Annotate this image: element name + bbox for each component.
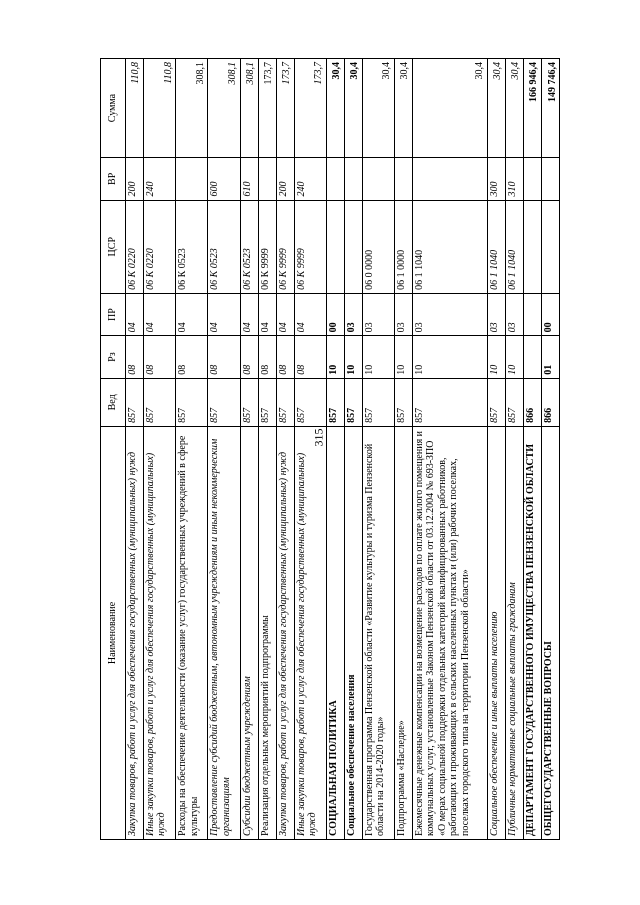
cell-pr: 04	[126, 293, 144, 335]
cell-rz: 08	[240, 336, 258, 378]
cell-ved: 857	[487, 378, 505, 426]
cell-rz: 08	[126, 336, 144, 378]
budget-table-container	[100, 58, 560, 840]
cell-name: Расходы на обеспечение деятельности (оказание услуг) государственных учреждений в сфере культуры	[176, 426, 208, 839]
cell-pr: 04	[143, 293, 175, 335]
header-sum: Сумма	[101, 59, 126, 158]
table-header-row	[101, 59, 126, 840]
cell-pr: 03	[344, 293, 362, 335]
cell-ved: 857	[208, 378, 240, 426]
table-row	[208, 59, 240, 840]
cell-ved: 857	[258, 378, 276, 426]
cell-ved: 857	[143, 378, 175, 426]
cell-sum: 110,8	[143, 59, 175, 158]
cell-vr	[326, 158, 344, 200]
cell-rz: 10	[326, 336, 344, 378]
cell-rz: 08	[258, 336, 276, 378]
cell-name: Закупка товаров, работ и услуг для обеспечения государственных (муниципальных) нужд	[126, 426, 144, 839]
cell-ved: 857	[276, 378, 294, 426]
cell-csr	[326, 200, 344, 293]
cell-name: Социальное обеспечение населения	[344, 426, 362, 839]
cell-pr: 04	[240, 293, 258, 335]
cell-sum: 30,4	[412, 59, 487, 158]
table-row	[294, 59, 326, 840]
table-row	[412, 59, 487, 840]
cell-sum: 30,4	[394, 59, 412, 158]
header-vr: ВР	[101, 158, 126, 200]
cell-csr: 06 К 0523	[240, 200, 258, 293]
cell-ved: 866	[541, 378, 559, 426]
cell-rz: 08	[276, 336, 294, 378]
cell-vr	[541, 158, 559, 200]
header-pr: ПР	[101, 293, 126, 335]
cell-rz: 01	[541, 336, 559, 378]
cell-name: Реализация отдельных мероприятий подпрограммы	[258, 426, 276, 839]
cell-pr: 00	[541, 293, 559, 335]
cell-name: Иные закупки товаров, работ и услуг для обеспечения государственных (муниципальных) нужд	[294, 426, 326, 839]
cell-rz: 10	[394, 336, 412, 378]
cell-rz: 10	[487, 336, 505, 378]
cell-sum: 149 746,4	[541, 59, 559, 158]
cell-csr	[523, 200, 541, 293]
cell-ved: 857	[344, 378, 362, 426]
cell-sum: 173,7	[258, 59, 276, 158]
cell-csr: 06 1 0000	[394, 200, 412, 293]
cell-pr: 04	[258, 293, 276, 335]
cell-name: Социальное обеспечение и иные выплаты населению	[487, 426, 505, 839]
budget-table	[100, 58, 560, 840]
cell-vr: 300	[487, 158, 505, 200]
cell-pr: 03	[362, 293, 394, 335]
table-row	[541, 59, 559, 840]
cell-sum: 173,7	[276, 59, 294, 158]
cell-sum: 30,4	[344, 59, 362, 158]
cell-name: Субсидии бюджетным учреждениям	[240, 426, 258, 839]
cell-ved: 857	[240, 378, 258, 426]
table-row	[362, 59, 394, 840]
table-row	[240, 59, 258, 840]
table-row	[344, 59, 362, 840]
cell-rz: 08	[143, 336, 175, 378]
cell-name: СОЦИАЛЬНАЯ ПОЛИТИКА	[326, 426, 344, 839]
cell-pr: 04	[176, 293, 208, 335]
cell-ved: 857	[394, 378, 412, 426]
cell-sum: 308,1	[176, 59, 208, 158]
cell-csr	[344, 200, 362, 293]
cell-ved: 857	[412, 378, 487, 426]
cell-name: Иные закупки товаров, работ и услуг для обеспечения государственных (муниципальных) нужд	[143, 426, 175, 839]
cell-vr: 240	[143, 158, 175, 200]
cell-name: Предоставление субсидий бюджетным, автономным учреждениям и иным некоммерческим организациям	[208, 426, 240, 839]
cell-rz: 08	[294, 336, 326, 378]
cell-name: Закупка товаров, работ и услуг для обеспечения государственных (муниципальных) нужд	[276, 426, 294, 839]
cell-csr: 06 1 1040	[412, 200, 487, 293]
cell-vr: 610	[240, 158, 258, 200]
cell-sum: 308,1	[208, 59, 240, 158]
cell-sum: 110,8	[126, 59, 144, 158]
cell-vr	[412, 158, 487, 200]
cell-vr	[176, 158, 208, 200]
cell-pr: 00	[326, 293, 344, 335]
table-row	[326, 59, 344, 840]
cell-sum: 30,4	[326, 59, 344, 158]
table-row	[505, 59, 523, 840]
header-name: Наименование	[101, 426, 126, 839]
cell-csr: 06 1 1040	[505, 200, 523, 293]
table-row	[258, 59, 276, 840]
cell-name: ОБЩЕГОСУДАРСТВЕННЫЕ ВОПРОСЫ	[541, 426, 559, 839]
cell-sum: 173,7	[294, 59, 326, 158]
header-ved: Вед	[101, 378, 126, 426]
table-row	[523, 59, 541, 840]
cell-pr: 03	[487, 293, 505, 335]
cell-pr: 03	[505, 293, 523, 335]
cell-rz: 10	[505, 336, 523, 378]
cell-rz: 10	[362, 336, 394, 378]
table-row	[276, 59, 294, 840]
header-csr: ЦСР	[101, 200, 126, 293]
cell-ved: 857	[362, 378, 394, 426]
table-row	[126, 59, 144, 840]
cell-vr: 600	[208, 158, 240, 200]
cell-vr: 200	[276, 158, 294, 200]
cell-pr: 04	[208, 293, 240, 335]
cell-csr: 06 К 9999	[258, 200, 276, 293]
cell-csr: 06 0 0000	[362, 200, 394, 293]
table-row	[394, 59, 412, 840]
cell-csr: 06 К 9999	[294, 200, 326, 293]
table-row	[176, 59, 208, 840]
cell-csr: 06 К 0220	[126, 200, 144, 293]
cell-pr: 04	[294, 293, 326, 335]
cell-csr	[541, 200, 559, 293]
cell-ved: 857	[326, 378, 344, 426]
cell-sum: 30,4	[487, 59, 505, 158]
cell-rz: 08	[176, 336, 208, 378]
cell-pr: 03	[412, 293, 487, 335]
page-number: 315	[311, 428, 326, 447]
cell-rz	[523, 336, 541, 378]
cell-vr	[344, 158, 362, 200]
cell-csr: 06 К 0523	[208, 200, 240, 293]
cell-ved: 857	[294, 378, 326, 426]
cell-sum: 30,4	[362, 59, 394, 158]
cell-ved: 857	[505, 378, 523, 426]
table-row	[143, 59, 175, 840]
cell-csr: 06 К 0523	[176, 200, 208, 293]
cell-vr: 240	[294, 158, 326, 200]
cell-vr: 310	[505, 158, 523, 200]
cell-vr	[258, 158, 276, 200]
cell-name: Ежемесячные денежные компенсации на возмещение расходов по оплате жилого помещения и коммунальных услуг, установленные Законом Пензенской области от 03.12.2004 № 693-ЗПО «О мерах социальной поддержки отдельных категорий квалифицированных работников, работающих и проживающих в сельских населенных пунктах и (или) рабочих поселках, поселках городского типа на территории Пензенской области»	[412, 426, 487, 839]
header-rz: Рз	[101, 336, 126, 378]
cell-sum: 30,4	[505, 59, 523, 158]
cell-rz: 10	[344, 336, 362, 378]
cell-name: ДЕПАРТАМЕНТ ГОСУДАРСТВЕННОГО ИМУЩЕСТВА ПЕНЗЕНСКОЙ ОБЛАСТИ	[523, 426, 541, 839]
cell-ved: 857	[126, 378, 144, 426]
cell-vr	[394, 158, 412, 200]
cell-sum: 308,1	[240, 59, 258, 158]
cell-vr: 200	[126, 158, 144, 200]
cell-rz: 08	[208, 336, 240, 378]
cell-ved: 866	[523, 378, 541, 426]
cell-pr	[523, 293, 541, 335]
cell-pr: 03	[394, 293, 412, 335]
cell-pr: 04	[276, 293, 294, 335]
cell-csr: 06 1 1040	[487, 200, 505, 293]
cell-rz: 10	[412, 336, 487, 378]
cell-name: Публичные нормативные социальные выплаты гражданам	[505, 426, 523, 839]
cell-csr: 06 К 9999	[276, 200, 294, 293]
table-row	[487, 59, 505, 840]
cell-name: Государственная программа Пензенской области «Развитие культуры и туризма Пензенской области на 2014-2020 годы»	[362, 426, 394, 839]
cell-sum: 166 946,4	[523, 59, 541, 158]
cell-vr	[523, 158, 541, 200]
cell-csr: 06 К 0220	[143, 200, 175, 293]
cell-vr	[362, 158, 394, 200]
cell-name: Подпрограмма «Наследие»	[394, 426, 412, 839]
cell-ved: 857	[176, 378, 208, 426]
